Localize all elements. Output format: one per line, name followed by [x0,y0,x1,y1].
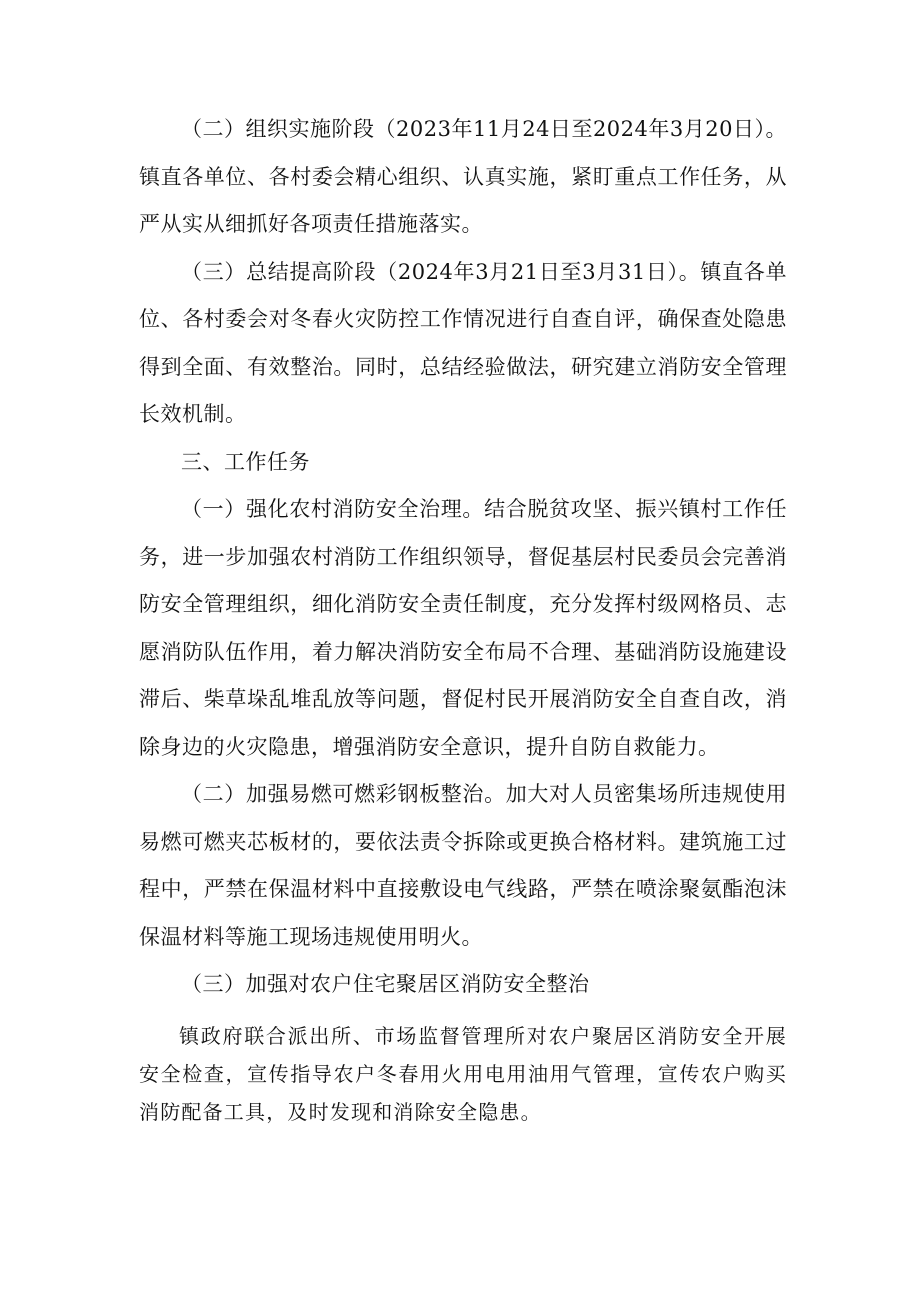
paragraph-residential-inspection: 镇政府联合派出所、市场监督管理所对农户聚居区消防安全开展安全检查，宣传指导农户冬春用火用电用油用气管理，宣传农户购买消防配备工具，及时发现和消除安全隐患。 [139,1023,787,1124]
document-page [139,106,787,1131]
paragraph-rural-fire-safety: （一）强化农村消防安全治理。结合脱贫攻坚、振兴镇村工作任务，进一步加强农村消防工作组织领导，督促基层村民委员会完善消防安全管理组织，细化消防安全责任制度，充分发挥村级网格员、志愿消防队伍作用，着力解决消防安全布局不合理、基础消防设施建设滞后、柴草垛乱堆乱放等问题，督促村民开展消防安全自查自改，消除身边的火灾隐患，增强消防安全意识，提升自防自救能力。 [139,497,787,759]
paragraph-stage-implementation: （二）组织实施阶段（2023年11月24日至2024年3月20日）。镇直各单位、各村委会精心组织、认真实施，紧盯重点工作任务，从严从实从细抓好各项责任措施落实。 [139,117,787,236]
subheading-residential-areas: （三）加强对农户住宅聚居区消防安全整治 [181,972,590,996]
paragraph-steel-panel-rectification: （二）加强易燃可燃彩钢板整治。加大对人员密集场所违规使用易燃可燃夹芯板材的，要依法责令拆除或更换合格材料。建筑施工过程中，严禁在保温材料中直接敷设电气线路，严禁在喷涂聚氨酯泡沫保温材料等施工现场违规使用明火。 [139,782,787,949]
paragraph-stage-summary: （三）总结提高阶段（2024年3月21日至3月31日）。镇直各单位、各村委会对冬春火灾防控工作情况进行自查自评，确保查处隐患得到全面、有效整治。同时，总结经验做法，研究建立消防安全管理长效机制。 [139,259,787,426]
section-heading-work-tasks: 三、工作任务 [181,449,310,474]
